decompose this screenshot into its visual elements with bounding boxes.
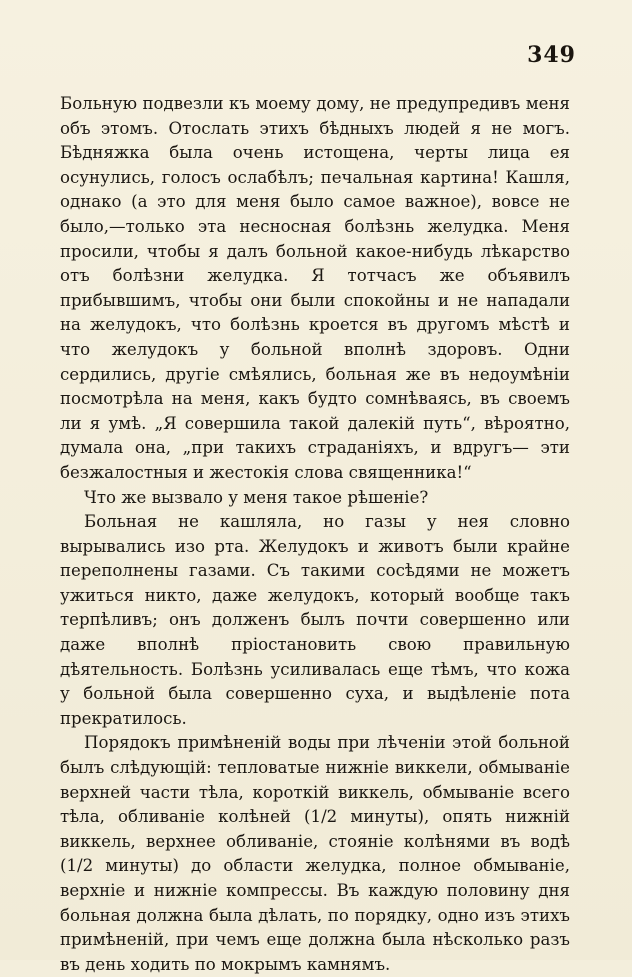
page-number: 349: [527, 42, 576, 68]
paragraph-1: Больную подвезли къ моему дому, не предупредивъ меня объ этомъ. Отослать этихъ бѣдныхъ людей я не могъ. Бѣдняжка была очень истощена, черты лица ея осунулись, голосъ ослабѣлъ; печальная картина! Кашля, однако (а это для меня было самое важное), вовсе не было,—только эта несносная болѣзнь желудка. Меня просили, чтобы я далъ больной какое-нибудь лѣкарство отъ болѣзни желудка. Я тотчасъ же объявилъ прибывшимъ, чтобы они были спокойны и не нападали на желудокъ, что болѣзнь кроется въ другомъ мѣстѣ и что желудокъ у больной вполнѣ здоровъ. Одни сердились, другіе смѣялись, больная же въ недоумѣніи посмотрѣла на меня, какъ будто сомнѣваясь, въ своемъ ли я умѣ. „Я совершила такой далекій путь“, вѣроятно, думала она, „при такихъ страданіяхъ, и вдругъ— эти безжалостныя и жестокія слова священника!“: [60, 94, 570, 482]
paragraph-3: Больная не кашляла, но газы у нея словно вырывались изо рта. Желудокъ и животъ были крайне переполнены газами. Съ такими сосѣдями не можетъ ужиться никто, даже желудокъ, который вообще такъ терпѣливъ; онъ долженъ былъ почти совершенно или даже вполнѣ пріостановить свою правильную дѣятельность. Болѣзнь усиливалась еще тѣмъ, что кожа у больной была совершенно суха, и выдѣленіе пота прекратилось.: [60, 512, 570, 728]
text-body: [60, 92, 570, 977]
paragraph-4: Порядокъ примѣненій воды при лѣченіи этой больной былъ слѣдующій: тепловатые нижніе виккели, обмываніе верхней части тѣла, короткій виккель, обмываніе всего тѣла, обливаніе колѣней (1/2 минуты), опять нижній виккель, верхнее обливаніе, стояніе колѣнями въ водѣ (1/2 минуты) до области желудка, полное обмываніе, верхніе и нижніе компрессы. Въ каждую половину дня больная должна была дѣлать, по порядку, одно изъ этихъ примѣненій, при чемъ еще должна была нѣсколько разъ въ день ходить по мокрымъ камнямъ.: [60, 733, 570, 974]
paragraph-2: Что же вызвало у меня такое рѣшеніе?: [84, 487, 429, 507]
